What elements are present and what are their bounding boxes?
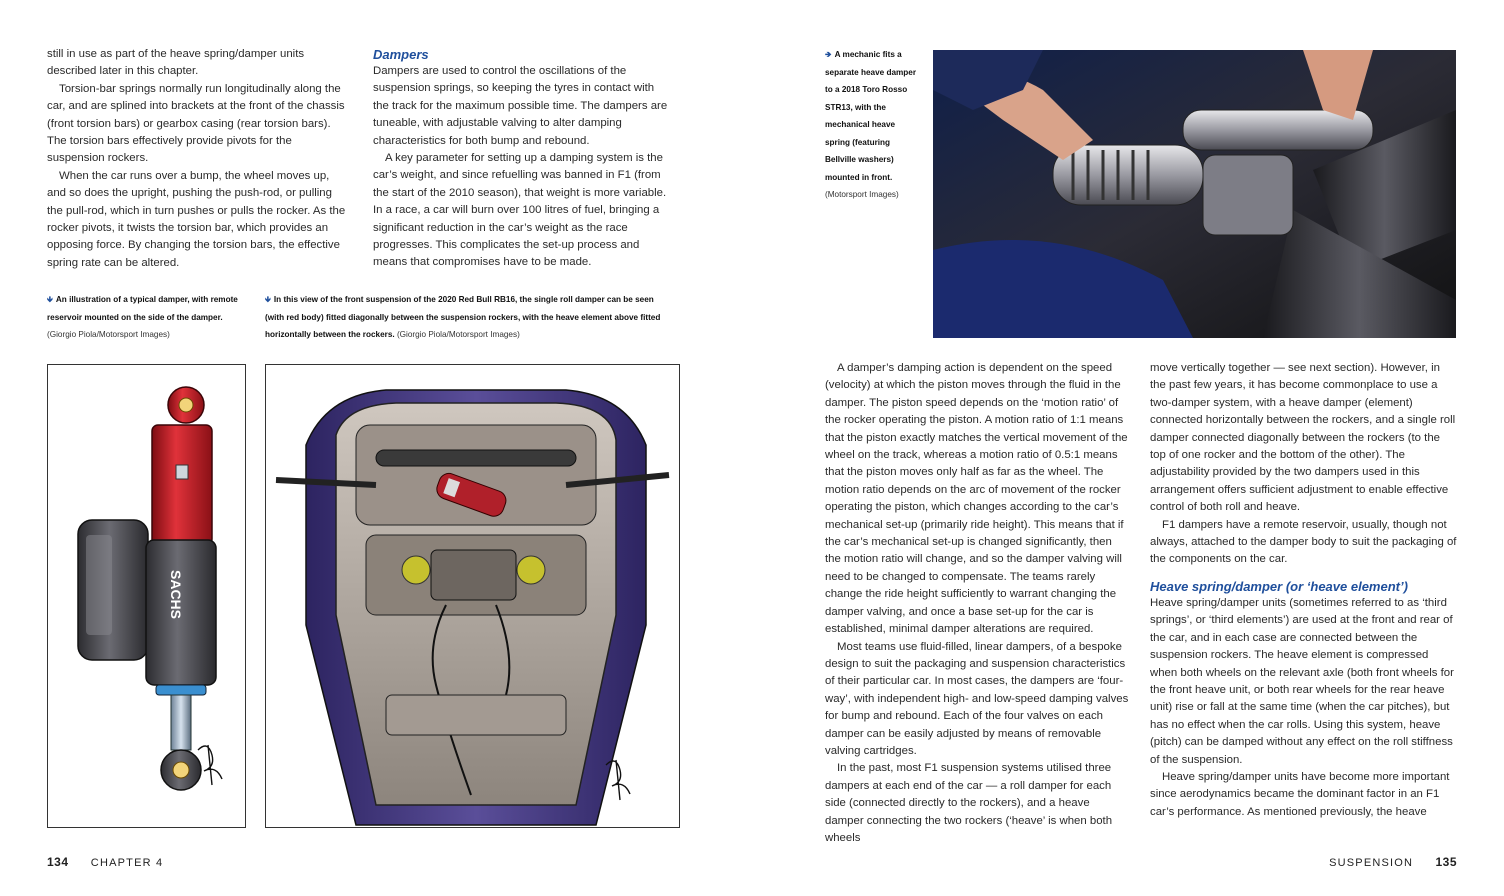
caption-credit: (Giorgio Piola/Motorsport Images) (47, 330, 170, 339)
caption-text: In this view of the front suspension of the 2020 Red Bull RB16, the single roll damper can be seen (with red body) fitted diagonally between the suspension rockers, with the heave element above fitted horizontally between the rockers. (265, 295, 661, 339)
arrow-down-icon: 🡻 (265, 295, 271, 304)
figure-damper-illustration (47, 364, 246, 828)
suspension-drawing (266, 365, 679, 827)
caption-text: An illustration of a typical damper, with remote reservoir mounted on the side of the damper. (47, 295, 238, 322)
damper-drawing (48, 365, 245, 827)
caption-text: A mechanic fits a separate heave damper to a 2018 Toro Rosso STR13, with the mechanical heave spring (featuring Bellville washers) mounted in front. (825, 50, 917, 182)
folio-right (1300, 855, 1457, 869)
photo-rendering (933, 50, 1456, 338)
paragraph: A damper’s damping action is dependent on the speed (velocity) at which the piston moves through the fluid in the damper. The piston speed depends on the ‘motion ratio’ of the rocker operating the piston. A motion ratio of 1:1 means that the piston exactly matches the vertical movement of the wheel on the track, whereas a motion ratio of 0.5:1 means that the piston moves only half as far as the wheel. The motion ratio depends on the arc of movement of the rocker operating the piston, which changes according to the car’s mechanical set-up (primarily ride height). This means that if the car’s mechanical set-up is changed significantly, then the motion ratio will change, and so the damper valving will need to be changed to compensate. The teams rarely change the ride height sufficiently to warrant changing the damper valving, and once a base set-up for the car is established, minimal damper alterations are required. (825, 362, 1128, 636)
paragraph: still in use as part of the heave spring/damper units described later in this chapter. (47, 48, 305, 78)
caption-mechanic-photo (825, 46, 921, 204)
left-col1 (47, 46, 347, 272)
left-col2 (373, 46, 673, 272)
paragraph: Heave spring/damper units (sometimes referred to as ‘third springs’, or ‘third elements’) are used at the front and rear of the car, and in each case are connected between the suspension rockers. The heave element is compressed when both wheels on the relevant axle (both front wheels for the front heave unit, or both rear wheels for the rear heave unit) rise or fall at the same time (when the car pitches), but has no effect when the car rolls. Using this system, heave (pitch) can be damped without any effect on the roll stiffness of the suspension. (1150, 596, 1454, 766)
paragraph: In the past, most F1 suspension systems utilised three dampers at each end of the car — a roll damper for each side (connected directly to the rockers), and a heave damper connecting the two rockers (‘heave’ is when both wheels (825, 762, 1113, 844)
artist-signature (198, 745, 222, 785)
arrow-right-icon: 🡺 (825, 50, 832, 59)
right-col2 (1150, 360, 1457, 821)
sachs-logo-text: SACHS (168, 570, 184, 620)
paragraph: F1 dampers have a remote reservoir, usually, though not always, attached to the damper body to suit the packaging of the components on the car. (1150, 518, 1457, 566)
arrow-down-icon: 🡻 (47, 295, 53, 304)
section-heading-dampers: Dampers (373, 47, 429, 62)
folio-left (47, 855, 163, 869)
right-col1 (825, 360, 1130, 847)
caption-credit: (Motorsport Images) (825, 190, 899, 199)
figure-rb16-suspension (265, 364, 680, 828)
paragraph: When the car runs over a bump, the wheel moves up, and so does the upright, pushing the push-rod, or pulling the pull-rod, which in turn pushes or pulls the rocker. As the rocker pivots, it twists the torsion bar, which provides an opposing force. By changing the torsion bars, the effective spring rate can be altered. (47, 169, 346, 269)
chapter-label: CHAPTER 4 (90, 857, 164, 869)
paragraph: Torsion-bar springs normally run longitudinally along the car, and are splined into brackets at the front of the chassis (front torsion bars) or gearbox casing (rear torsion bars). The torsion bars effectively provide pivots for the suspension rockers. (47, 82, 345, 165)
paragraph: A key parameter for setting up a damping system is the car’s weight, and since refuelling was banned in F1 (from the start of the 2010 season), that weight is more variable. In a race, a car will burn over 100 litres of fuel, bringing a significant reduction in the car’s weight as the race progresses. This complicates the set-up process and means that compromises have to be made. (373, 152, 667, 269)
photo-mechanic-heave-damper (933, 50, 1456, 338)
paragraph: Dampers are used to control the oscillations of the suspension springs, so keeping the tyres in contact with the track for the maximum possible time. The dampers are tuneable, with adjustable valving to alter damping characteristics for both bump and rebound. (373, 65, 668, 147)
page-number: 134 (47, 855, 69, 869)
section-label: SUSPENSION (1329, 857, 1414, 869)
paragraph: Heave spring/damper units have become more important since aerodynamics became the dominant factor in an F1 car’s performance. As mentioned previously, the heave (1150, 770, 1450, 818)
page-number: 135 (1435, 855, 1457, 869)
paragraph: move vertically together — see next section). However, in the past few years, it has become commonplace to use a two-damper system, with a heave damper (element) connected horizontally between the rockers, and a single roll damper connected diagonally between the rockers (to the top of one rocker and the bottom of the other). The adjustability provided by the two dampers used in this arrangement offers sufficient adjustment to enable effective control of both roll and heave. (1150, 362, 1456, 514)
paragraph: Most teams use fluid-filled, linear dampers, of a bespoke design to suit the packaging and suspension characteristics of their particular car. In most cases, the dampers are ‘four-way’, with independent high- and low-speed damping valves for bump and rebound. Each of the four valves on each damper can be easily adjusted by means of removable valving cartridges. (825, 640, 1129, 757)
caption-damper-illustration (47, 291, 247, 344)
caption-rb16-suspension (265, 291, 675, 344)
section-heading-heave: Heave spring/damper (or ‘heave element’) (1150, 578, 1408, 594)
caption-credit: (Giorgio Piola/Motorsport Images) (396, 330, 520, 339)
